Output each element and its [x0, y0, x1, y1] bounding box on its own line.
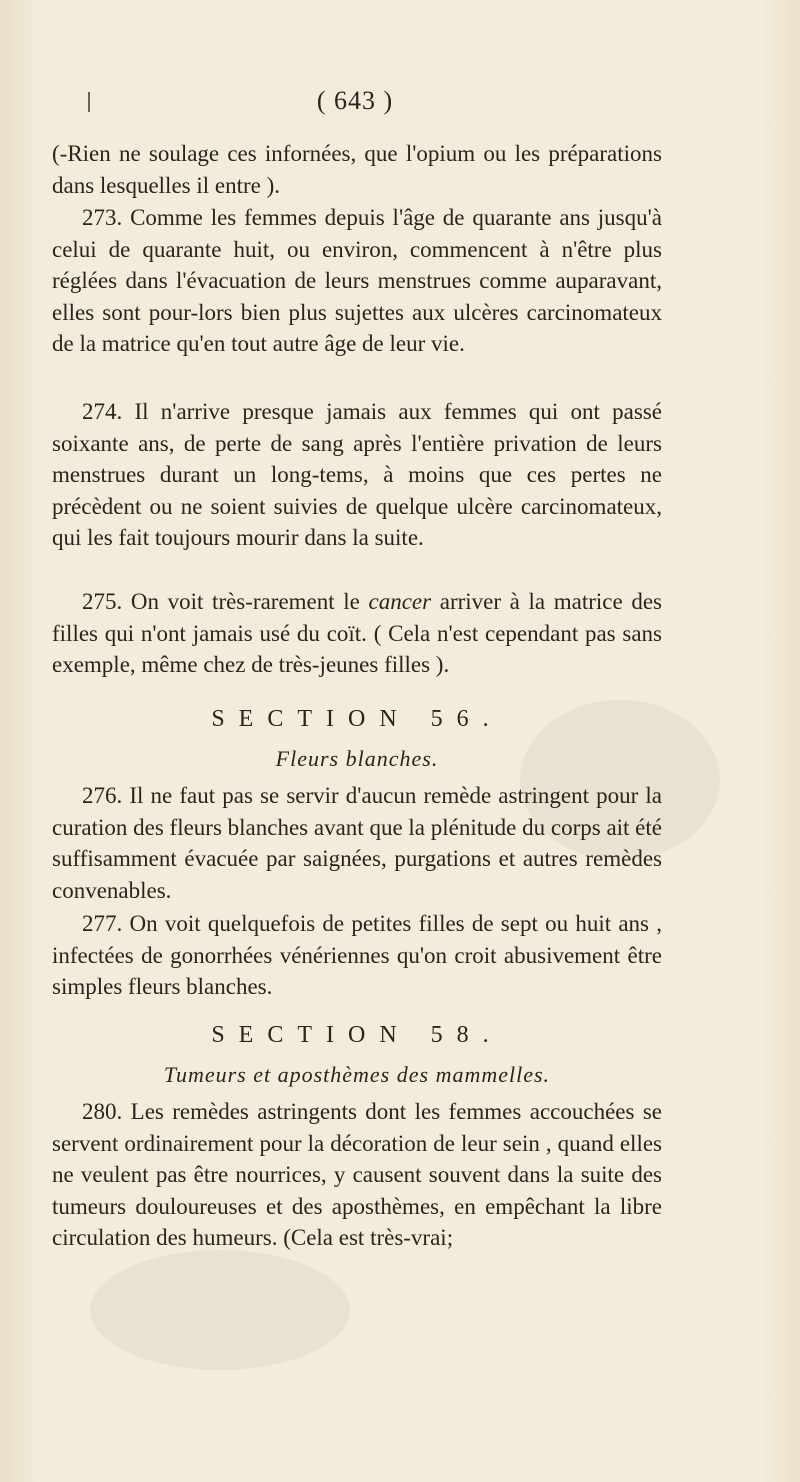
paragraph-273: 273. Comme les femmes depuis l'âge de quarante ans jusqu'à celui de quarante huit, ou environ, commencent à n'être plus réglées dans l'évacuation de leurs menstrues comme auparavant, elles sont pour-lors bien plus sujettes aux ulcères carcinomateux de la matrice qu'en tout autre âge de leur vie.	[52, 205, 662, 356]
paragraph-275-end: arriver à la matrice des filles qui n'ont jamais usé du coït. ( Cela n'est cependant pas sans exemple, même chez de très-jeunes filles ).	[52, 589, 662, 677]
paragraph-intro: (-Rien ne soulage ces infornées, que l'opium ou les préparations dans lesquelles il entre ).	[52, 141, 662, 198]
paragraph-280: 280. Les remèdes astringents dont les femmes accouchées se servent ordinairement pour la décoration de leur sein , quand elles ne veulent pas être nourrices, y causent souvent dans la suite des tumeurs douloureuses et des aposthèmes, en empêchant la libre circulation des humeurs. (Cela est très-vrai;	[52, 1099, 662, 1250]
section-58-heading: SECTION 58.	[211, 1022, 503, 1048]
paragraph-275-emphasis: cancer	[368, 589, 432, 614]
section-56-heading: SECTION 56.	[211, 706, 503, 732]
paper-stain	[90, 1250, 350, 1370]
paragraph-276: 276. Il ne faut pas se servir d'aucun remède astringent pour la curation des fleurs blanches avant que la plénitude du corps ait été suffisamment évacuée par saignées, purgations et autres remèdes convenables.	[52, 783, 662, 903]
section-56-title: Fleurs blanches.	[275, 746, 439, 771]
paragraph-275-start: 275. On voit très-rarement le	[82, 589, 360, 614]
section-58-title: Tumeurs et aposthèmes des mammelles.	[163, 1062, 551, 1087]
margin-mark	[88, 92, 90, 112]
paragraph-277: 277. On voit quelquefois de petites filles de sept ou huit ans , infectées de gonorrhées vénériennes qu'on croit abusivement être simples fleurs blanches.	[52, 911, 662, 999]
paragraph-274: 274. Il n'arrive presque jamais aux femmes qui ont passé soixante ans, de perte de sang après l'entière privation de leurs menstrues durant un long-tems, à moins que ces pertes ne précèdent ou ne soient suivies de quelque ulcère carcinomateux, qui les fait toujours mourir dans la suite.	[52, 399, 662, 550]
paragraph-275	[52, 586, 662, 681]
page-number: ( 643 )	[316, 86, 394, 115]
